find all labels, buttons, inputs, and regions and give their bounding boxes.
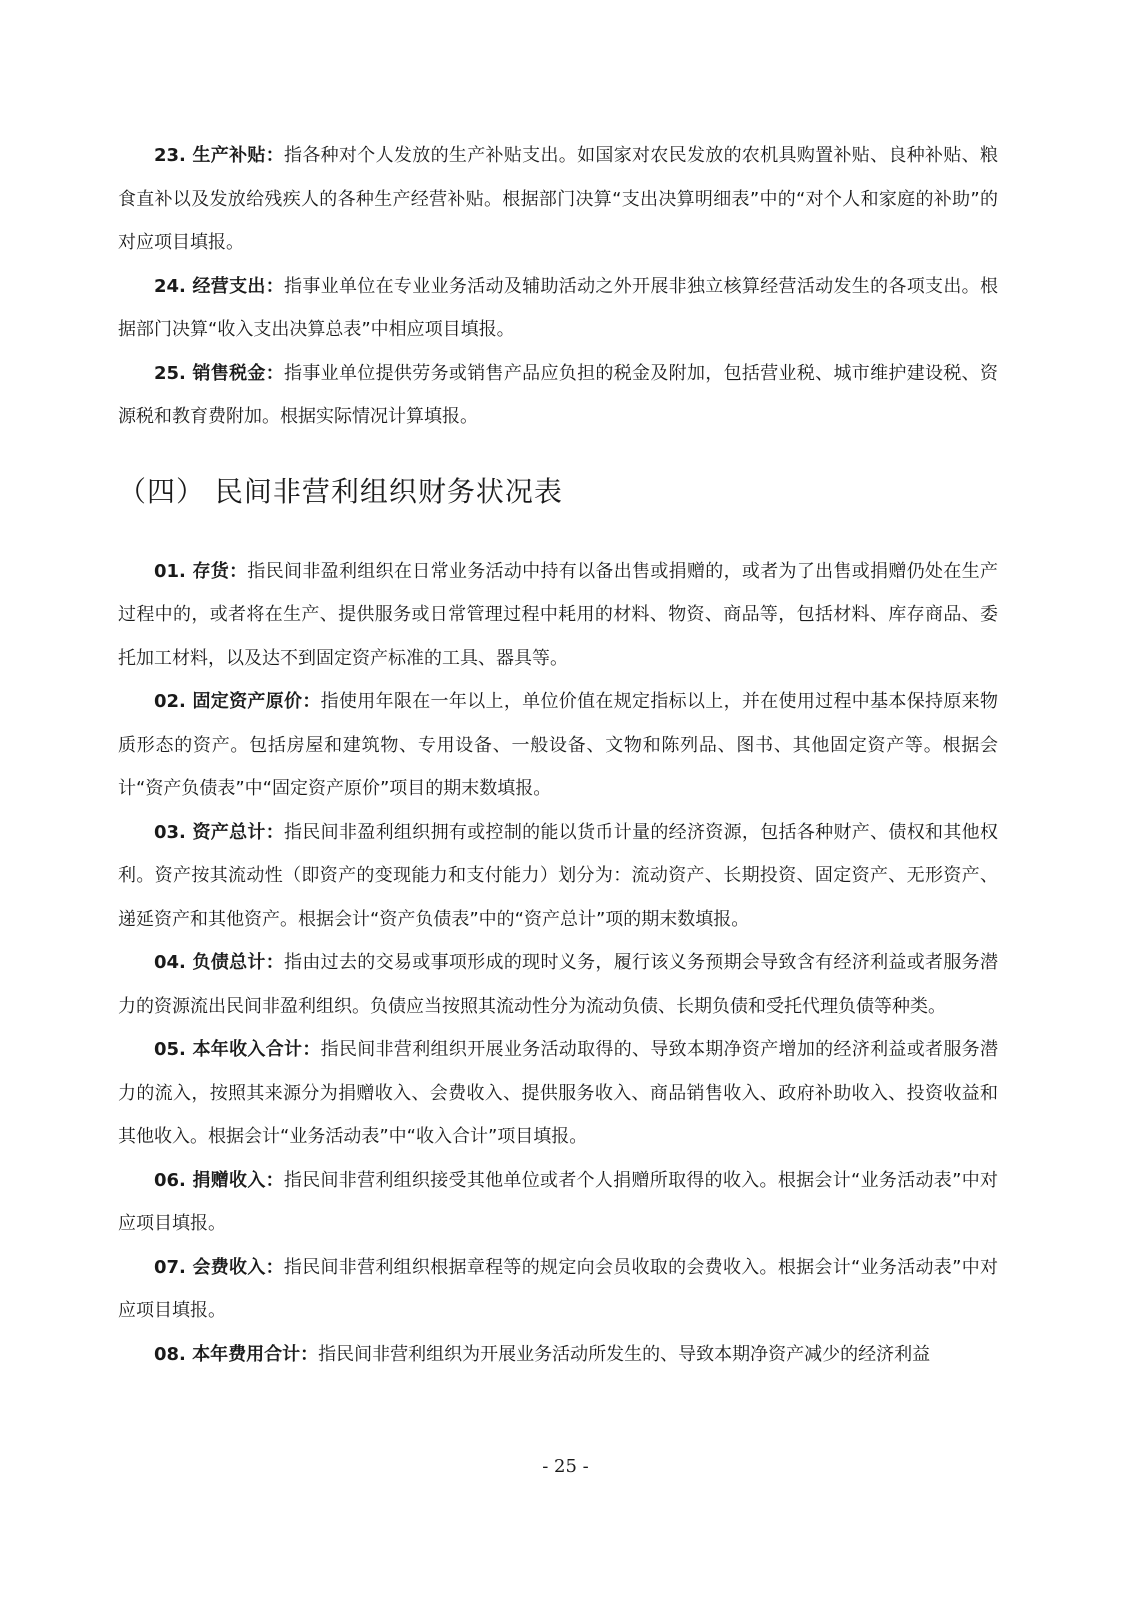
term-label: 03. 资产总计：: [154, 821, 285, 843]
paragraph-total-liabilities: [118, 941, 998, 1028]
term-label: 08. 本年费用合计：: [154, 1343, 319, 1365]
term-label: 23. 生产补贴：: [154, 145, 285, 166]
paragraph-text: 指民间非营利组织开展业务活动取得的、导致本期净资产增加的经济利益或者服务潜力的流入，按照其来源分为捐赠收入、会费收入、提供服务收入、商品销售收入、政府补助收入、投资收益和其他收入。根据会计“业务活动表”中“收入合计”项目填报。: [118, 1039, 998, 1147]
paragraph-fixed-asset-cost: [118, 680, 998, 811]
paragraph-total-assets: [118, 811, 998, 942]
paragraph-total-income: [118, 1028, 998, 1159]
paragraph-text: 指使用年限在一年以上，单位价值在规定指标以上，并在使用过程中基本保持原来物质形态的资产。包括房屋和建筑物、专用设备、一般设备、文物和陈列品、图书、其他固定资产等。根据会计“资产负债表”中“固定资产原价”项目的期末数填报。: [118, 691, 998, 799]
paragraph-inventory: [118, 550, 998, 681]
paragraph-total-expenses: [118, 1333, 998, 1377]
term-label: 24. 经营支出：: [154, 275, 285, 297]
term-label: 01. 存货：: [154, 560, 248, 582]
paragraph-text: 指民间非营利组织根据章程等的规定向会员收取的会费收入。根据会计“业务活动表”中对应项目填报。: [118, 1256, 998, 1321]
term-label: 05. 本年收入合计：: [154, 1039, 321, 1060]
paragraph-operating-expense: [118, 265, 998, 352]
page-number: - 25 -: [542, 1456, 589, 1477]
paragraph-text: 指民间非盈利组织在日常业务活动中持有以备出售或捐赠的，或者为了出售或捐赠仍处在生产过程中的，或者将在生产、提供服务或日常管理过程中耗用的材料、物资、商品等，包括材料、库存商品、委托加工材料，以及达不到固定资产标准的工具、器具等。: [118, 560, 999, 669]
term-label: 02. 固定资产原价：: [154, 691, 321, 712]
paragraph-text: 指民间非盈利组织拥有或控制的能以货币计量的经济资源，包括各种财产、债权和其他权利。资产按其流动性（即资产的变现能力和支付能力）划分为：流动资产、长期投资、固定资产、无形资产、递延资产和其他资产。根据会计“资产负债表”中的“资产总计”项的期末数填报。: [118, 821, 998, 930]
paragraph-text: 指民间非营利组织接受其他单位或者个人捐赠所取得的收入。根据会计“业务活动表”中对应项目填报。: [118, 1169, 998, 1234]
paragraph-text: 指民间非营利组织为开展业务活动所发生的、导致本期净资产减少的经济利益: [318, 1343, 931, 1365]
term-label: 25. 销售税金：: [154, 362, 285, 384]
paragraph-donation-income: [118, 1159, 998, 1246]
section-heading: （四） 民间非营利组织财务状况表: [118, 474, 563, 508]
page-content: [118, 134, 998, 1376]
paragraph-text: 指事业单位在专业业务活动及辅助活动之外开展非独立核算经营活动发生的各项支出。根据部门决算“收入支出决算总表”中相应项目填报。: [118, 275, 998, 340]
paragraph-text: 指由过去的交易或事项形成的现时义务，履行该义务预期会导致含有经济利益或者服务潜力的资源流出民间非盈利组织。负债应当按照其流动性分为流动负债、长期负债和受托代理负债等种类。: [118, 952, 998, 1017]
paragraph-membership-income: [118, 1246, 998, 1333]
term-label: 06. 捐赠收入：: [154, 1169, 284, 1191]
term-label: 04. 负债总计：: [154, 952, 285, 973]
paragraph-production-subsidy: [118, 134, 998, 265]
paragraph-sales-tax: [118, 352, 998, 439]
paragraph-text: 指各种对个人发放的生产补贴支出。如国家对农民发放的农机具购置补贴、良种补贴、粮食直补以及发放给残疾人的各种生产经营补贴。根据部门决算“支出决算明细表”中的“对个人和家庭的补助”的对应项目填报。: [118, 145, 998, 253]
term-label: 07. 会费收入：: [154, 1256, 284, 1278]
paragraph-text: 指事业单位提供劳务或销售产品应负担的税金及附加，包括营业税、城市维护建设税、资源税和教育费附加。根据实际情况计算填报。: [118, 362, 998, 427]
